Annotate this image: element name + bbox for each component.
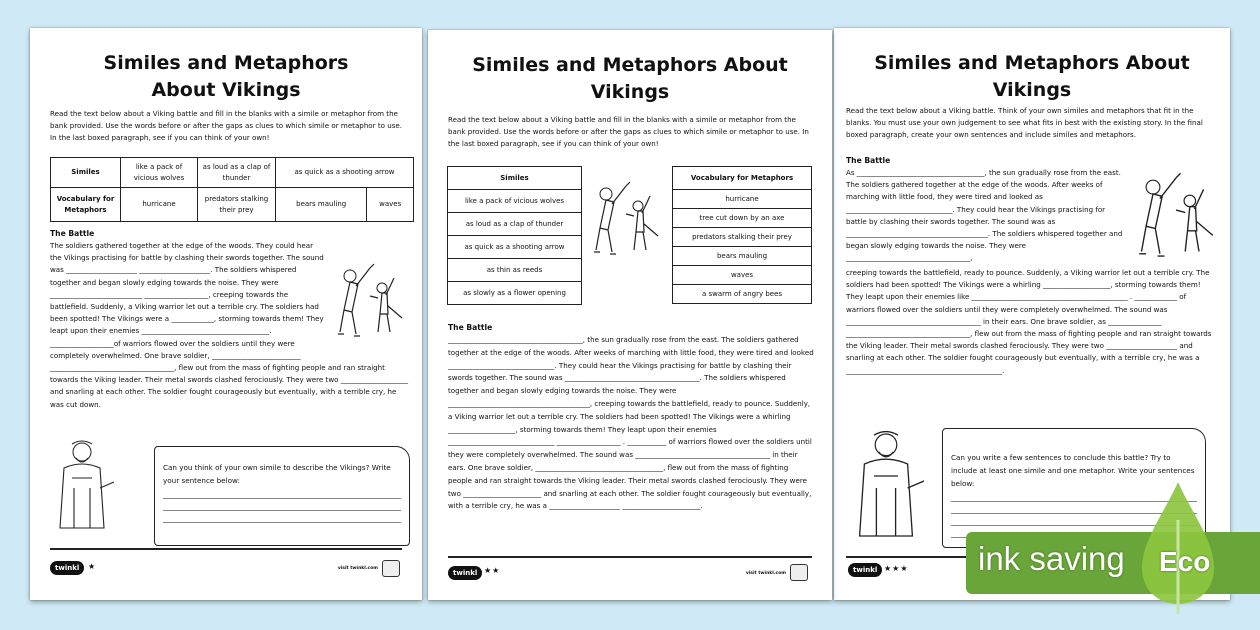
battle-text: creeping towards the battlefield, ready to pounce. Suddenly, a Viking warrior let out a terrible cry. The soldiers had been spotted! The Vikings were a whirling ___________________, storming towards them! They leapt upon their enemies like ____________________________________________ . ____________ of warriors flowed over the soldiers until they were completely overwhelmed. The sound was ______________________________________ in their ears. One brave soldier, as _______________ ___________________________________, flew out from the mass of fighting people and ran straight towards the Viking leader. Their metal swords clashed ferociously. They were two ____________________ and snarling at each other. The soldier fought courageously but eventually, with a terrible cry, he was a ____________________________________________. [846, 268, 1212, 375]
footer-divider [50, 548, 402, 550]
quality-stamp-icon [790, 564, 808, 581]
simile-item: as quick as a shooting arrow [276, 158, 414, 188]
footer-divider [448, 556, 812, 558]
eco-badge-text: ink saving [978, 540, 1125, 577]
similes-label: Similes [51, 158, 121, 188]
box-prompt: Can you think of your own simile to describe the Vikings? Write your sentence below: [163, 463, 391, 485]
twinkl-logo: twinkl [50, 561, 84, 575]
page-title: Similes and Metaphors About Vikings [103, 52, 349, 101]
battle-heading: The Battle [50, 229, 95, 238]
battle-text: The soldiers gathered together at the edge of the woods. They could hear the Vikings practising for battle by clashing their swords together. The sound was ____________________ ____________________. The soldiers whispered together and began slowly edging towards the noise. They were __________________________ __________________, creeping towards the battlefield. Suddenly, a Viking warrior let out a terrible cry. The soldiers had been spotted! The Vikings were a ____________, storming towards them! They leapt upon their enemies ____________________________________. __________________of warriors flowed over the soldiers until they were completely overwhelmed. One brave soldier, _________________________ ___________________________________, flew out from the mass of fighting people and ran straight towards the Viking leader. Their metal swords clashed ferociously. They were two ___________________ and snarling at each other. The soldier fought courageously but eventually, with a terrible cry, he was cut down. [50, 241, 409, 409]
battle-text: As ____________________________________, the sun gradually rose from the east. The soldiers gathered together at the edge of the woods. After weeks of marching with little food, they were tired and looked as ______________________________. They could hear the Vikings practising for battle by clashing their swords together. The sound was as ________________________________________. The soldiers whispered together and began slowly edging towards the noise. They were ___________________________________, [846, 168, 1123, 263]
metaphors-label: Vocabulary for Metaphors [690, 174, 794, 182]
twinkl-logo: twinkl [848, 563, 882, 577]
twinkl-logo: twinkl [448, 566, 482, 580]
metaphor-item: hurricane [673, 189, 811, 208]
quality-stamp-icon [382, 560, 400, 577]
simile-item: like a pack of vicious wolves [121, 158, 198, 188]
difficulty-stars: ★★ [484, 566, 501, 575]
viking-fighters-illustration [330, 262, 412, 342]
metaphor-item: predators stalking their prey [198, 188, 276, 222]
page-title: Similes and Metaphors About Vikings [874, 52, 1190, 101]
worksheet-page-1 [30, 28, 422, 600]
metaphors-label: Vocabulary for Metaphors [51, 188, 121, 222]
similes-label: Similes [500, 174, 529, 182]
page-title: Similes and Metaphors About Vikings [472, 54, 788, 103]
simile-item: as thin as reeds [448, 258, 581, 281]
viking-chief-illustration [52, 438, 122, 548]
metaphor-item: tree cut down by an axe [673, 208, 811, 227]
visit-link[interactable]: visit twinkl.com [337, 566, 378, 571]
viking-fighters-illustration [1130, 171, 1216, 267]
visit-link[interactable]: visit twinkl.com [745, 571, 786, 576]
box-prompt: Can you write a few sentences to conclude this battle? Try to include at least one simile and one metaphor. Write your sentences below: [951, 453, 1195, 488]
instructions: Read the text below about a Viking battle. Think of your own similes and metaphors that fit in the blanks. You must use your own judgement to see what fits in best with the existing story. In the final boxed paragraph, create your own sentences and include similes and metaphors. [846, 106, 1203, 139]
instructions: Read the text below about a Viking battle and fill in the blanks with a simile or metaphor from the bank provided. Use the words before or after the gaps as clues to which simile or metaphor to use. In the last boxed paragraph, see if you can think of your own! [448, 115, 809, 148]
simile-item: as quick as a shooting arrow [448, 235, 581, 258]
writing-line[interactable] [163, 487, 401, 499]
own-simile-box [154, 446, 410, 546]
metaphor-item: predators stalking their prey [673, 227, 811, 246]
simile-item: as slowly as a flower opening [448, 281, 581, 304]
similes-list [447, 166, 582, 305]
metaphor-item: a swarm of angry bees [673, 284, 811, 303]
worksheet-page-2 [428, 30, 832, 600]
metaphors-list [672, 166, 812, 304]
battle-heading: The Battle [846, 156, 891, 165]
viking-fighters-illustration [586, 180, 670, 262]
simile-item: as loud as a clap of thunder [448, 212, 581, 235]
metaphor-item: waves [367, 188, 414, 222]
simile-item: as loud as a clap of thunder [198, 158, 276, 188]
difficulty-stars: ★ [88, 562, 97, 571]
instructions: Read the text below about a Viking battle and fill in the blanks with a simile or metaphor from the bank provided. Use the words before or after the gaps as clues to which simile or metaphor to use. In the last boxed paragraph, see if you can think of your own! [50, 109, 403, 142]
viking-chief-illustration [850, 428, 924, 556]
word-bank-table [50, 157, 414, 222]
simile-item: like a pack of vicious wolves [448, 189, 581, 212]
writing-line[interactable] [163, 511, 401, 523]
metaphor-item: waves [673, 265, 811, 284]
difficulty-stars: ★★★ [884, 564, 909, 573]
writing-line[interactable] [163, 499, 401, 511]
battle-heading: The Battle [448, 323, 493, 332]
eco-badge-label: Eco [1159, 546, 1211, 577]
metaphor-item: bears mauling [276, 188, 367, 222]
metaphor-item: hurricane [121, 188, 198, 222]
battle-text: ______________________________________, the sun gradually rose from the east. The soldiers gathered together at the edge of the woods. After weeks of marching with little food, they were tired and looked ______________________________. They could hear the Vikings practising for battle by clashing their swords together. The sound was ______________________________________. The soldiers whispered together and began slowly edging towards the noise. They were ________________________________________, creeping towards the battlefield, ready to pounce. Suddenly, a Viking warrior let out a terrible cry. The soldiers had been spotted! The Vikings were a whirling ___________________, storming towards them! They leapt upon their enemies ______________________________ __________________ . ___________ of warriors flowed over the soldiers until they were completely overwhelmed. The sound was ______________________________________ in their ears. One brave soldier, ____________________________________, flew out from the mass of fighting people and ran straight towards the Viking leader. Their metal swords clashed ferociously. They were two ______________________ and snarling at each other. The soldier fought courageously but eventually, with a terrible cry, he was a ____________________ ______________________. [448, 335, 814, 511]
metaphor-item: bears mauling [673, 246, 811, 265]
